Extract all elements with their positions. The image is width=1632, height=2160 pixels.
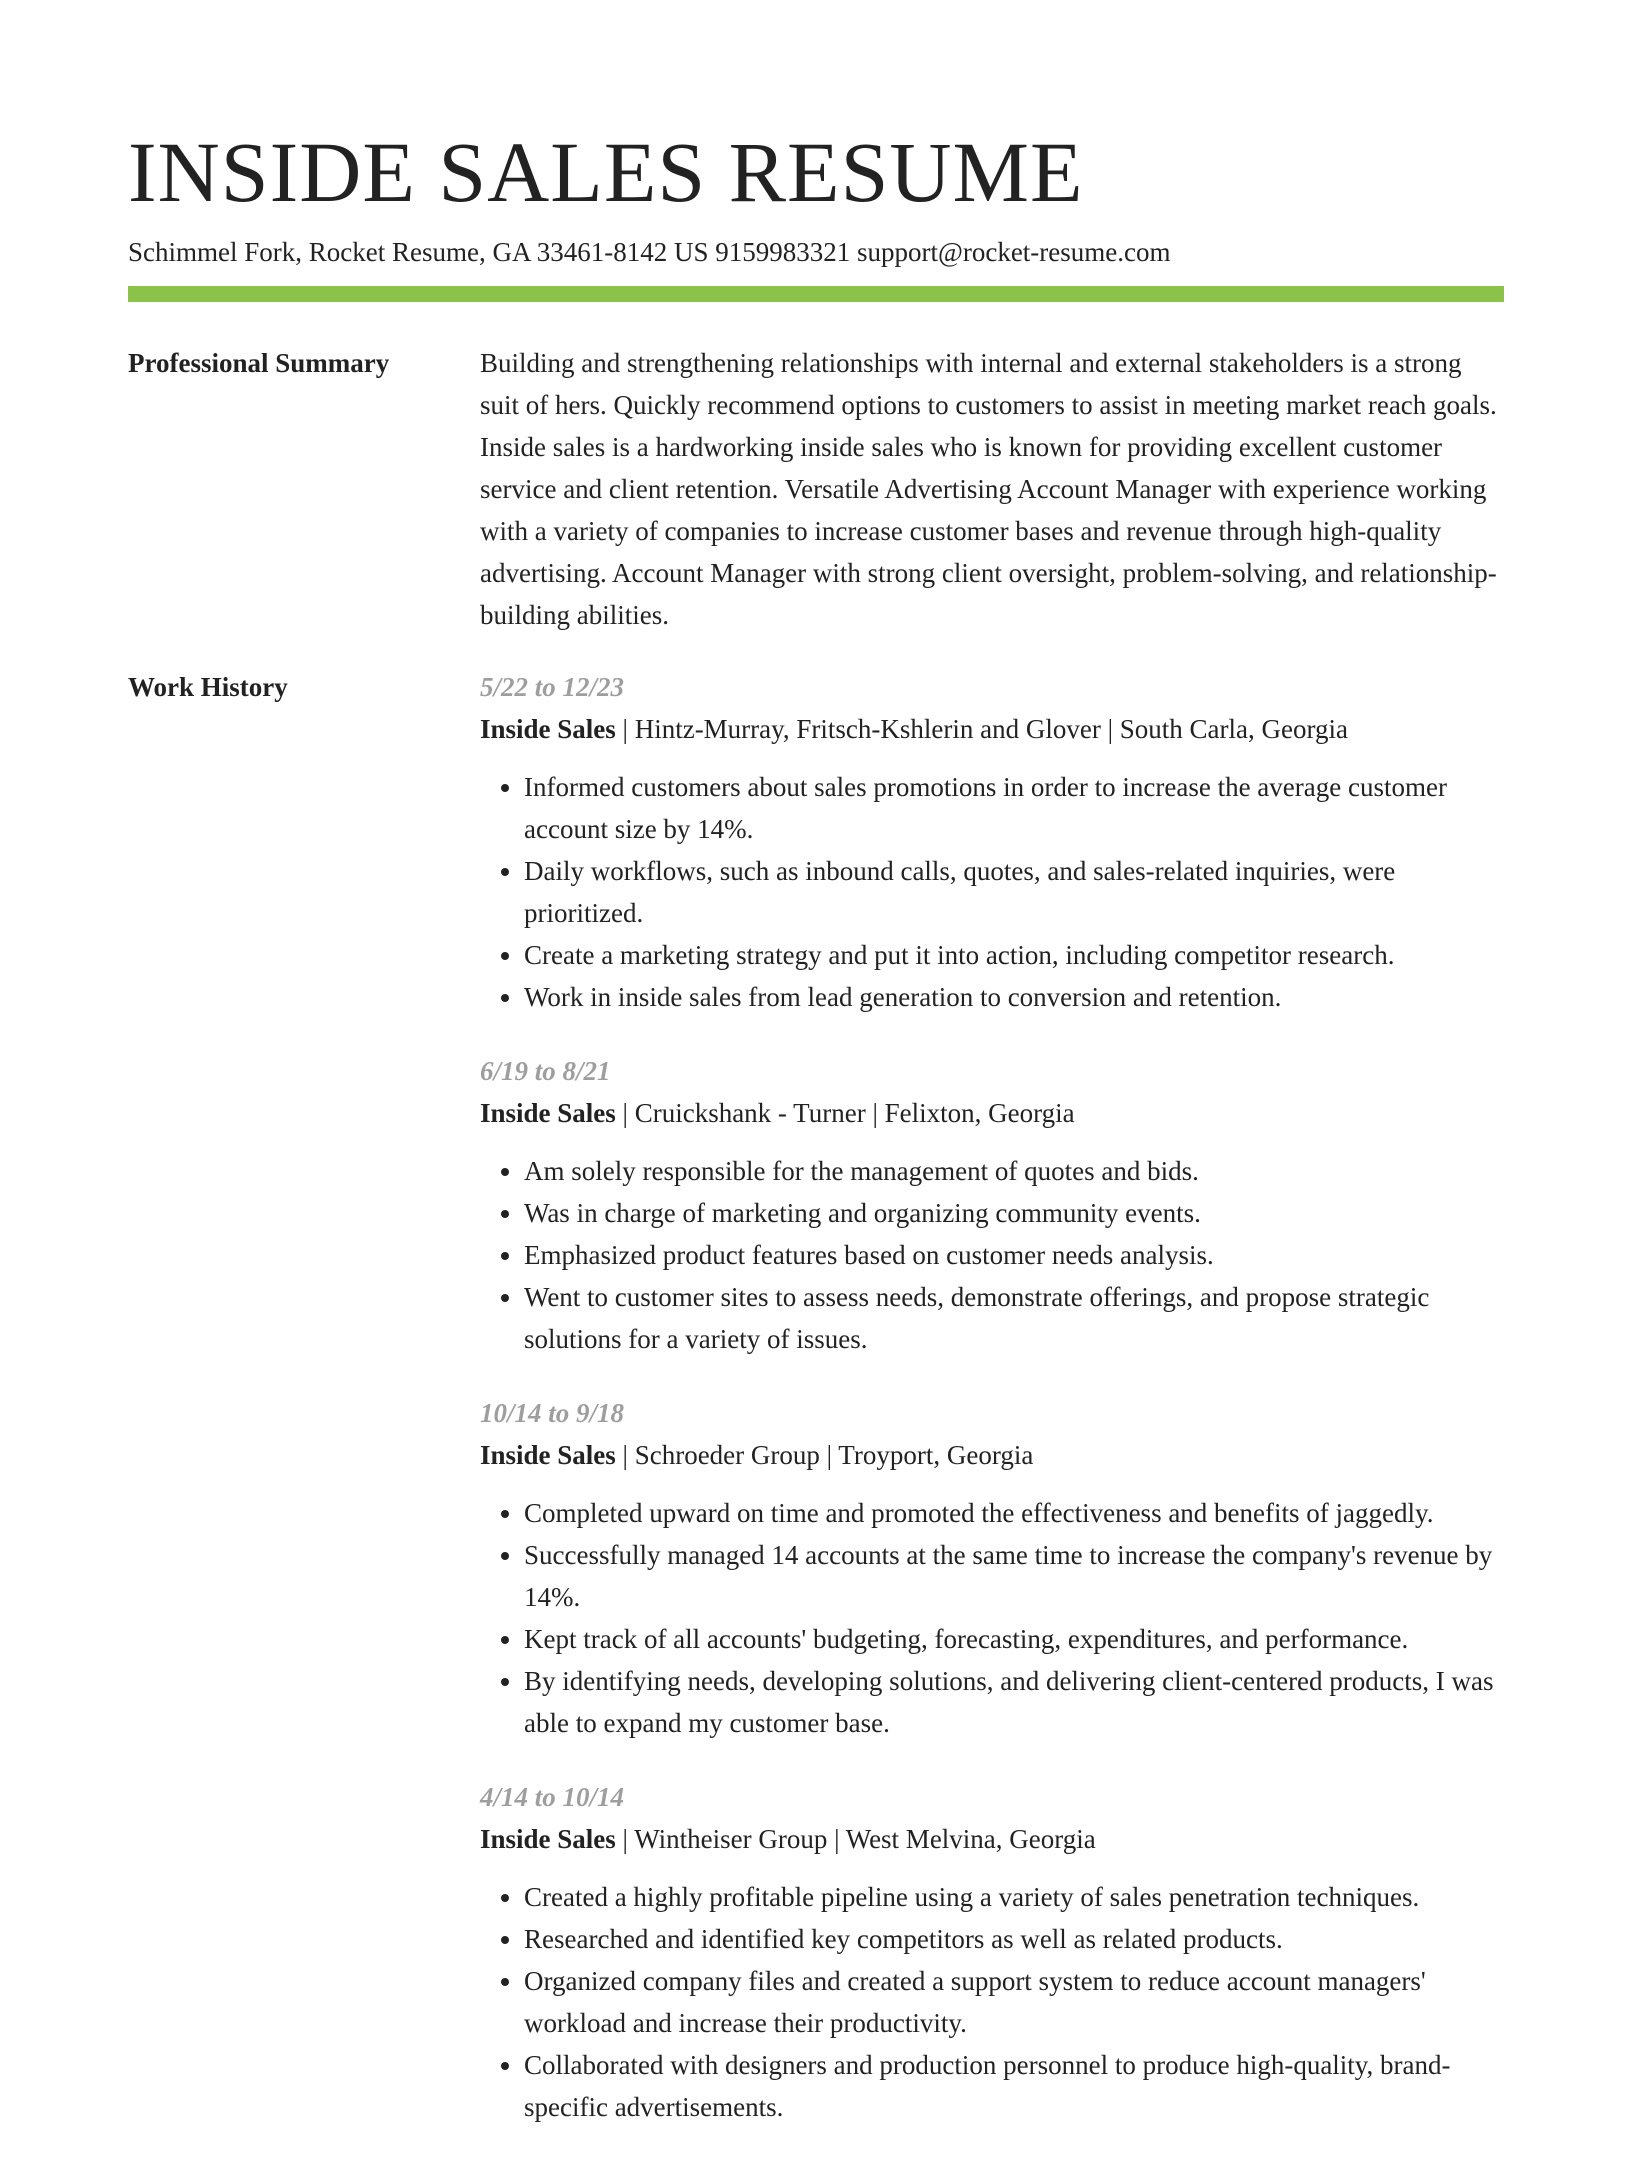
job-bullet: • Informed customers about sales promotions in order to increase the average customer account size by 14%.	[524, 766, 1504, 850]
summary-section	[128, 342, 1504, 636]
job-bullet: • Daily workflows, such as inbound calls, quotes, and sales-related inquiries, were prioritized.	[524, 850, 1504, 934]
job-bullet: • Work in inside sales from lead generation to conversion and retention.	[524, 976, 1504, 1018]
job-title: Inside Sales	[480, 714, 616, 744]
work-history-body	[480, 666, 1504, 2160]
job-entry	[480, 666, 1504, 1018]
job-bullet: • Went to customer sites to assess needs, demonstrate offerings, and propose strategic solutions for a variety of issues.	[524, 1276, 1504, 1360]
job-bullet: • Create a marketing strategy and put it into action, including competitor research.	[524, 934, 1504, 976]
summary-body	[480, 342, 1504, 636]
job-heading	[480, 1092, 1504, 1134]
job-details: | Hintz-Murray, Fritsch-Kshlerin and Glover | South Carla, Georgia	[615, 714, 1348, 744]
work-history-section	[128, 666, 1504, 2160]
job-title: Inside Sales	[480, 1098, 616, 1128]
job-bullet: • Emphasized product features based on customer needs analysis.	[524, 1234, 1504, 1276]
job-bullet: • Successfully managed 14 accounts at the same time to increase the company's revenue by 14%.	[524, 1534, 1504, 1618]
job-heading	[480, 1818, 1504, 1860]
resume-page	[128, 118, 1504, 2160]
job-bullet: • Was in charge of marketing and organizing community events.	[524, 1192, 1504, 1234]
job-bullet: • Created a highly profitable pipeline using a variety of sales penetration techniques.	[524, 1876, 1504, 1918]
job-bullet: • By identifying needs, developing solutions, and delivering client-centered products, I was able to expand my customer base.	[524, 1660, 1504, 1744]
contact-info: Schimmel Fork, Rocket Resume, GA 33461-8142 US 9159983321 support@rocket-resume.com	[128, 237, 1171, 267]
job-details: | Cruickshank - Turner | Felixton, Georgia	[615, 1098, 1075, 1128]
summary-text: Building and strengthening relationships with internal and external stakeholders is a strong suit of hers. Quickly recommend options to customers to assist in meeting market reach goals. Inside sales is a hardworking inside sales who is known for providing excellent customer service and client retention. Versatile Advertising Account Manager with experience working with a variety of companies to increase customer bases and revenue through high-quality advertising. Account Manager with strong client oversight, problem-solving, and relationship-building abilities.	[480, 348, 1497, 630]
accent-divider	[128, 286, 1504, 302]
job-heading	[480, 708, 1504, 750]
job-bullet-list	[480, 1150, 1504, 1360]
summary-label: Professional Summary	[128, 348, 390, 378]
job-details: | Schroeder Group | Troyport, Georgia	[615, 1440, 1034, 1470]
job-dates: 4/14 to 10/14	[480, 1782, 625, 1812]
resume-title: INSIDE SALES RESUME	[128, 124, 1084, 220]
job-bullet: • Kept track of all accounts' budgeting, forecasting, expenditures, and performance.	[524, 1618, 1504, 1660]
job-entry	[480, 1050, 1504, 1360]
job-details: | Wintheiser Group | West Melvina, Georgia	[615, 1824, 1096, 1854]
job-bullet-list	[480, 1876, 1504, 2128]
job-bullet: • Researched and identified key competitors as well as related products.	[524, 1918, 1504, 1960]
work-history-label: Work History	[128, 672, 288, 702]
job-dates: 10/14 to 9/18	[480, 1398, 625, 1428]
job-bullet: • Am solely responsible for the management of quotes and bids.	[524, 1150, 1504, 1192]
job-heading	[480, 1434, 1504, 1476]
job-entry	[480, 1392, 1504, 1744]
job-bullet: • Completed upward on time and promoted the effectiveness and benefits of jaggedly.	[524, 1492, 1504, 1534]
job-bullet: • Collaborated with designers and production personnel to produce high-quality, brand-specific advertisements.	[524, 2044, 1504, 2128]
job-bullet-list	[480, 1492, 1504, 1744]
job-title: Inside Sales	[480, 1440, 616, 1470]
job-entry	[480, 1776, 1504, 2128]
job-bullet: • Organized company files and created a support system to reduce account managers' workload and increase their productivity.	[524, 1960, 1504, 2044]
job-bullet-list	[480, 766, 1504, 1018]
job-dates: 5/22 to 12/23	[480, 672, 625, 702]
job-title: Inside Sales	[480, 1824, 616, 1854]
job-dates: 6/19 to 8/21	[480, 1056, 611, 1086]
